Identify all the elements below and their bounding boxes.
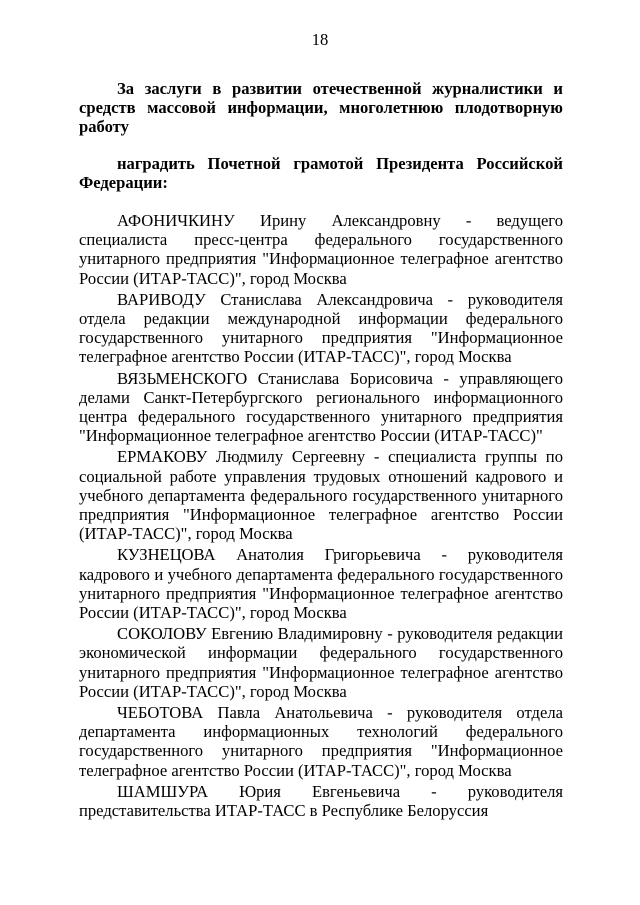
page-number: 18 xyxy=(311,30,329,49)
awardee-list xyxy=(79,211,563,822)
awardee-entry: СОКОЛОВУ Евгению Владимировну - руководителя редакции экономической информации федерального государственного унитарного предприятия "Информационное телеграфное агентство России (ИТАР-ТАСС)", город Москва xyxy=(79,624,563,701)
award-reason-heading: За заслуги в развитии отечественной журналистики и средств массовой информации, многолетнюю плодотворную работу xyxy=(79,79,563,137)
awardee-entry: ВЯЗЬМЕНСКОГО Станислава Борисовича - управляющего делами Санкт-Петербургского регионального информационного центра федерального государственного унитарного предприятия "Информационное телеграфное агентство России (ИТАР-ТАСС)" xyxy=(79,368,563,446)
awardee-entry: ВАРИВОДУ Станислава Александровича - руководителя отдела редакции международной информации федерального государственного унитарного предприятия "Информационное телеграфное агентство России (ИТАР-ТАСС)", город Москва xyxy=(79,289,563,367)
awardee-entry: ЕРМАКОВУ Людмилу Сергеевну - специалиста группы по социальной работе управления трудовых отношений кадрового и учебного департамента федерального государственного унитарного предприятия "Информационное телеграфное агентство России (ИТАР-ТАСС)", город Москва xyxy=(79,447,563,544)
awardee-entry: ШАМШУРА Юрия Евгеньевича - руководителя представительства ИТАР-ТАСС в Республике Белоруссия xyxy=(79,781,563,821)
awardee-entry: АФОНИЧКИНУ Ирину Александровну - ведущего специалиста пресс-центра федерального государственного унитарного предприятия "Информационное телеграфное агентство России (ИТАР-ТАСС)", город Москва xyxy=(79,211,563,288)
awardee-entry: ЧЕБОТОВА Павла Анатольевича - руководителя отдела департамента информационных технологий федерального государственного унитарного предприятия "Информационное телеграфное агентство России (ИТАР-ТАСС)", город Москва xyxy=(79,703,563,780)
awardee-entry: КУЗНЕЦОВА Анатолия Григорьевича - руководителя кадрового и учебного департамента федерального государственного унитарного предприятия "Информационное телеграфное агентство России (ИТАР-ТАСС)", город Москва xyxy=(79,545,563,623)
decree-statement: наградить Почетной грамотой Президента Российской Федерации: xyxy=(79,154,563,193)
